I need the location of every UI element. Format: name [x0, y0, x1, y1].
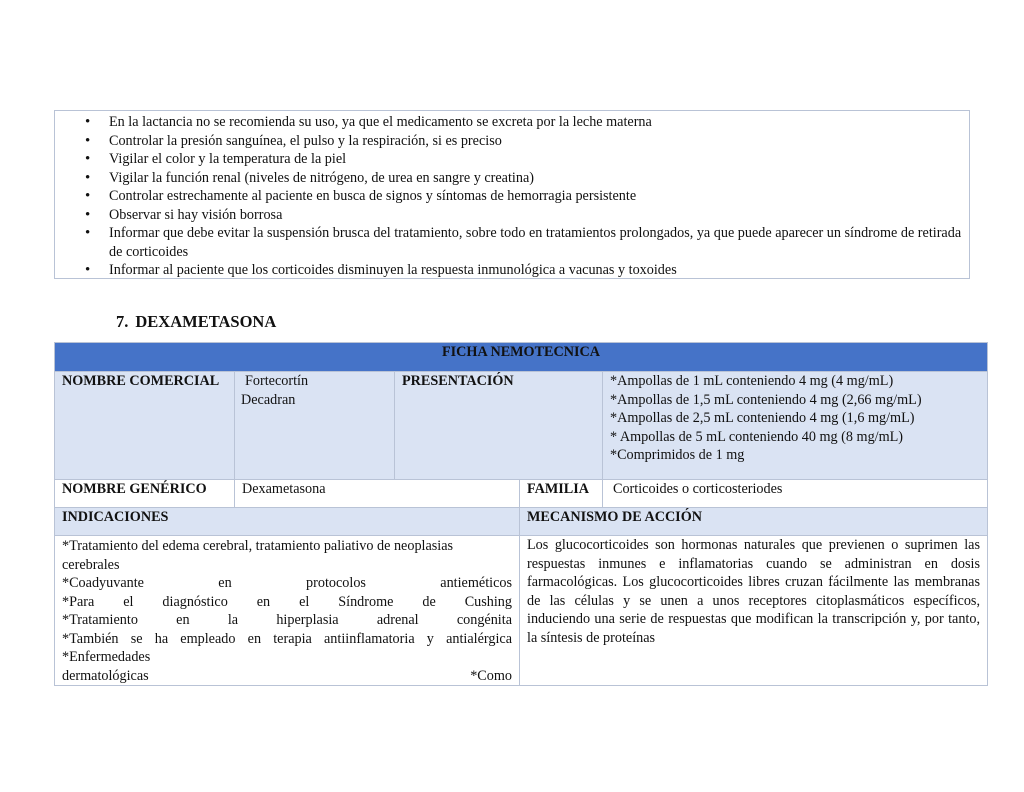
- familia-label: FAMILIA: [520, 480, 603, 508]
- mecanismo-label: MECANISMO DE ACCIÓN: [520, 508, 988, 536]
- list-item: • Observar si hay visión borrosa: [109, 206, 965, 225]
- indication-line: *Para el diagnóstico en el Síndrome de Cushing: [62, 593, 512, 610]
- list-item: • En la lactancia no se recomienda su uso, ya que el medicamento se excreta por la leche materna: [109, 113, 965, 132]
- indication-line: *También se ha empleado en terapia antiinflamatoria y antialérgica: [62, 630, 512, 647]
- section-number: 7.: [116, 312, 129, 331]
- list-item: • Vigilar la función renal (niveles de nitrógeno, de urea en sangre y creatina): [109, 169, 965, 188]
- list-item: • Controlar la presión sanguínea, el pulso y la respiración, si es preciso: [109, 132, 965, 151]
- brand-name: Fortecortín: [245, 373, 309, 389]
- list-item: • Informar que debe evitar la suspensión brusca del tratamiento, sobre todo en tratamientos prolongados, ya que puede aparecer un síndrome de retirada de corticoides: [109, 224, 965, 261]
- section-heading: [116, 313, 276, 332]
- indicaciones-label: INDICACIONES: [55, 508, 520, 536]
- ficha-header: FICHA NEMOTECNICA: [55, 343, 988, 372]
- ficha-table: [54, 342, 988, 686]
- indication-line: cerebrales: [62, 556, 120, 573]
- presentation-item: *Ampollas de 2,5 mL conteniendo 4 mg (1,6 mg/mL): [610, 410, 915, 426]
- presentacion-label: PRESENTACIÓN: [395, 372, 603, 480]
- list-item: • Informar al paciente que los corticoides disminuyen la respuesta inmunológica a vacunas y toxoides: [109, 261, 965, 280]
- nombre-comercial-value: [235, 372, 395, 480]
- mecanismo-text: Los glucocorticoides son hormonas naturales que previenen o suprimen las respuestas inmunes e inflamatorias cuando se administran en dosis farmacológicas. Los glucocorticoides libres cruzan fácilmente las membranas de las células y se unen a unos receptores citoplasmáticos específicos, induciendo una serie de respuestas que modifican la transcripción y, por tanto, la síntesis de proteínas: [520, 536, 988, 686]
- precautions-list: [55, 111, 969, 280]
- indication-line: *Tratamiento del edema cerebral, tratamiento paliativo de neoplasias: [62, 538, 454, 554]
- indication-line: *Enfermedades: [62, 649, 151, 665]
- presentation-item: *Ampollas de 1 mL conteniendo 4 mg (4 mg/mL): [610, 373, 894, 389]
- indication-line: dermatológicas *Como: [62, 667, 512, 684]
- indication-line: *Tratamiento en la hiperplasia adrenal congénita: [62, 612, 512, 628]
- nombre-generico-label: NOMBRE GENÉRICO: [55, 480, 235, 508]
- indication-line: *Coadyuvante en protocolos antieméticos: [62, 575, 512, 591]
- presentation-item: * Ampollas de 5 mL conteniendo 40 mg (8 mg/mL): [610, 428, 904, 445]
- presentacion-value: [603, 372, 988, 480]
- familia-value: Corticoides o corticosteriodes: [603, 480, 988, 508]
- nombre-comercial-label: NOMBRE COMERCIAL: [55, 372, 235, 480]
- presentation-item: *Ampollas de 1,5 mL conteniendo 4 mg (2,66 mg/mL): [610, 391, 922, 408]
- presentation-item: *Comprimidos de 1 mg: [610, 447, 745, 463]
- list-item: • Vigilar el color y la temperatura de la piel: [109, 150, 965, 169]
- nombre-generico-value: Dexametasona: [235, 480, 520, 508]
- brand-name: Decadran: [241, 391, 296, 408]
- section-title: DEXAMETASONA: [135, 312, 277, 331]
- list-item: • Controlar estrechamente al paciente en busca de signos y síntomas de hemorragia persistente: [109, 187, 965, 206]
- precautions-box: [54, 110, 970, 279]
- indicaciones-text: [55, 536, 520, 686]
